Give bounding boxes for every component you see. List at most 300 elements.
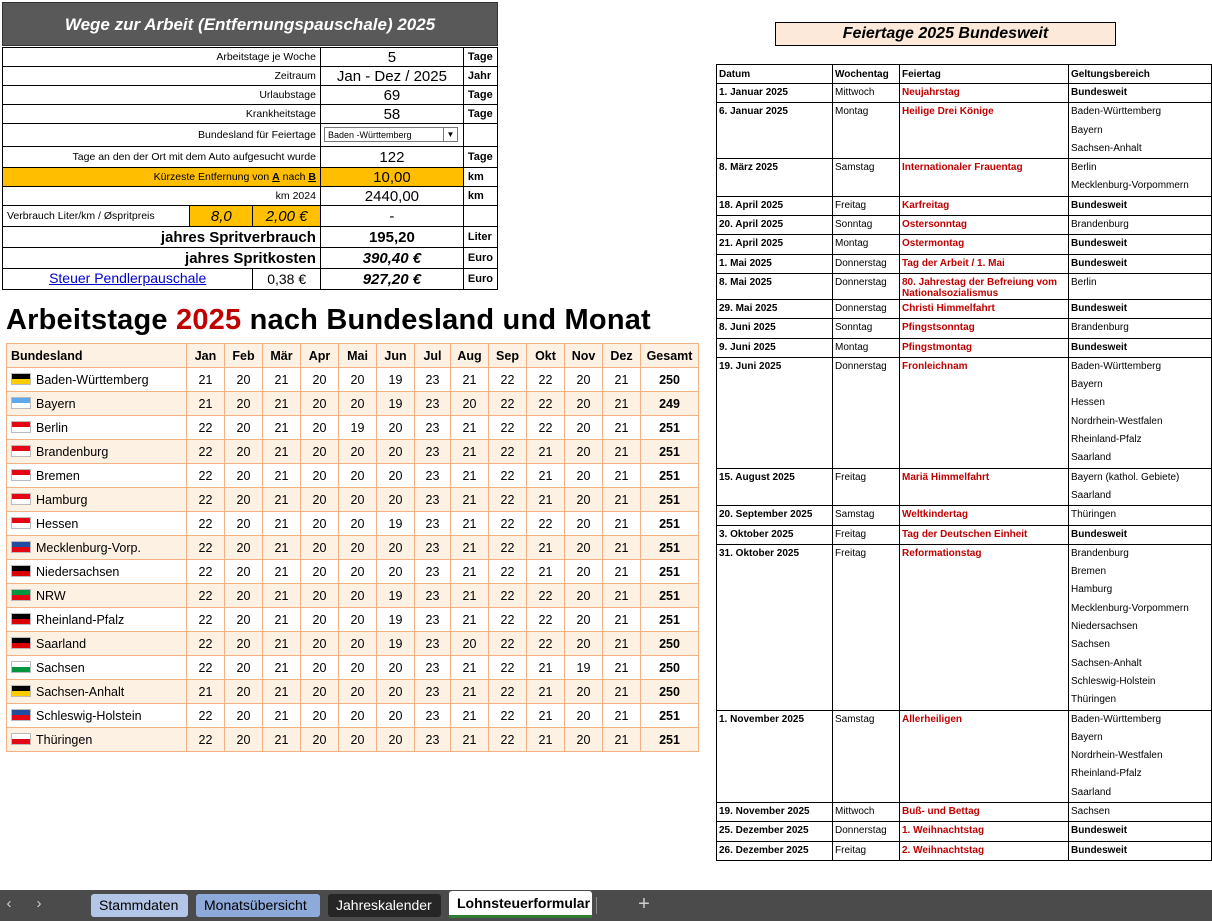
month-cell: 20 <box>339 536 377 560</box>
column-header: Okt <box>527 344 565 368</box>
holiday-row <box>717 338 1212 357</box>
table-row <box>7 584 699 608</box>
month-cell: 22 <box>527 392 565 416</box>
table-row <box>7 704 699 728</box>
month-cell: 21 <box>451 440 489 464</box>
month-cell: 20 <box>565 560 603 584</box>
month-cell: 20 <box>339 440 377 464</box>
tab-separator <box>596 897 597 914</box>
state-cell <box>7 368 187 392</box>
calc-row-bundesland <box>3 124 498 147</box>
month-cell: 20 <box>339 464 377 488</box>
month-cell: 22 <box>187 656 225 680</box>
holiday-scope <box>1069 802 1212 821</box>
fuel-price-input-cell[interactable]: 2,00 € <box>253 206 321 227</box>
month-cell: 20 <box>565 704 603 728</box>
scope-item: Sachsen <box>1071 639 1110 651</box>
holiday-weekday: Sonntag <box>833 216 900 235</box>
holiday-name: Buß- und Bettag <box>900 802 1069 821</box>
month-cell: 23 <box>415 632 451 656</box>
scope-item: Saarland <box>1071 489 1112 501</box>
holiday-scope <box>1069 338 1212 357</box>
holiday-scope <box>1069 319 1212 338</box>
month-cell: 23 <box>415 680 451 704</box>
state-cell <box>7 632 187 656</box>
state-cell <box>7 560 187 584</box>
state-name: Sachsen-Anhalt <box>36 684 125 699</box>
month-cell: 21 <box>451 464 489 488</box>
month-cell: 21 <box>603 632 641 656</box>
chevron-right-icon[interactable]: › <box>36 895 42 912</box>
holiday-scope <box>1069 216 1212 235</box>
holiday-row <box>717 299 1212 318</box>
column-header: Datum <box>717 65 833 84</box>
dropdown-arrow-icon[interactable]: ▼ <box>443 128 457 141</box>
scope-item: Berlin <box>1071 276 1097 288</box>
state-cell <box>7 704 187 728</box>
month-cell: 22 <box>489 536 527 560</box>
table-row <box>7 416 699 440</box>
month-cell: 21 <box>263 536 301 560</box>
calc-label: Zeitraum <box>3 67 321 86</box>
month-cell: 21 <box>603 560 641 584</box>
state-cell <box>7 416 187 440</box>
month-cell: 21 <box>451 512 489 536</box>
tax-value-cell: 927,20 € <box>320 269 463 290</box>
chevron-left-icon[interactable]: ‹ <box>6 895 12 912</box>
calc-label: Tage an den der Ort mit dem Auto aufgesucht wurde <box>3 147 321 168</box>
month-cell: 20 <box>225 488 263 512</box>
month-cell: 21 <box>527 680 565 704</box>
column-header: Jul <box>415 344 451 368</box>
table-row <box>7 680 699 704</box>
scope-item: Schleswig-Holstein <box>1071 675 1156 687</box>
car-days-cell: 122 <box>320 147 463 168</box>
month-cell: 21 <box>451 608 489 632</box>
scope-item: Baden-Württemberg <box>1071 106 1162 118</box>
scope-item: Rheinland-Pfalz <box>1071 768 1142 780</box>
scope-item: Mecklenburg-Vorpommern <box>1071 602 1189 614</box>
calc-label: jahres Spritkosten <box>3 248 321 269</box>
scope-item: Hamburg <box>1071 584 1113 596</box>
holiday-date: 6. Januar 2025 <box>717 103 833 159</box>
holiday-date: 21. April 2025 <box>717 235 833 254</box>
holiday-date: 29. Mai 2025 <box>717 299 833 318</box>
holiday-date: 26. Dezember 2025 <box>717 841 833 860</box>
calc-label: jahres Spritverbrauch <box>3 227 321 248</box>
month-cell: 22 <box>489 632 527 656</box>
month-cell: 20 <box>225 704 263 728</box>
calculator-title: Wege zur Arbeit (Entfernungspauschale) 2025 <box>2 2 498 46</box>
month-cell: 22 <box>489 464 527 488</box>
holiday-weekday: Freitag <box>833 525 900 544</box>
scope-item: Saarland <box>1071 786 1112 798</box>
holiday-weekday: Donnerstag <box>833 822 900 841</box>
total-cell: 250 <box>641 632 699 656</box>
holiday-weekday: Montag <box>833 235 900 254</box>
holiday-name: Karfreitag <box>900 196 1069 215</box>
month-cell: 20 <box>565 368 603 392</box>
holiday-scope <box>1069 103 1212 159</box>
month-cell: 23 <box>415 488 451 512</box>
holiday-row <box>717 254 1212 273</box>
holiday-name: Christi Himmelfahrt <box>900 299 1069 318</box>
state-name: Sachsen <box>36 660 85 675</box>
holiday-weekday: Montag <box>833 103 900 159</box>
holiday-date: 1. November 2025 <box>717 710 833 802</box>
state-flag-icon <box>11 421 31 433</box>
annual-fuel-cell: 195,20 <box>320 227 463 248</box>
holidays-title: Feiertage 2025 Bundesweit <box>775 22 1116 46</box>
calc-unit: Tage <box>463 105 497 124</box>
month-cell: 20 <box>565 632 603 656</box>
holiday-row <box>717 235 1212 254</box>
month-cell: 19 <box>377 584 415 608</box>
holiday-scope <box>1069 710 1212 802</box>
month-cell: 22 <box>489 488 527 512</box>
state-name: Rheinland-Pfalz <box>36 612 125 627</box>
state-flag-icon <box>11 733 31 745</box>
holiday-scope <box>1069 196 1212 215</box>
state-name: Niedersachsen <box>36 564 120 579</box>
holiday-name: Weltkindertag <box>900 506 1069 525</box>
column-header: Mai <box>339 344 377 368</box>
month-cell: 20 <box>301 608 339 632</box>
month-cell: 20 <box>225 392 263 416</box>
month-cell: 20 <box>339 560 377 584</box>
consumption-result-cell: - <box>320 206 463 227</box>
workdays-per-week-cell[interactable]: 5 <box>320 48 463 67</box>
holiday-scope <box>1069 84 1212 103</box>
total-cell: 251 <box>641 536 699 560</box>
holiday-weekday: Freitag <box>833 468 900 506</box>
table-row <box>7 392 699 416</box>
holiday-date: 8. März 2025 <box>717 159 833 197</box>
month-cell: 21 <box>263 464 301 488</box>
month-cell: 20 <box>225 560 263 584</box>
month-cell: 22 <box>187 704 225 728</box>
scope-item: Bundesweit <box>1071 87 1128 98</box>
month-cell: 23 <box>415 560 451 584</box>
state-name: Bremen <box>36 468 80 483</box>
state-cell <box>7 728 187 752</box>
month-cell: 20 <box>451 632 489 656</box>
total-cell: 249 <box>641 392 699 416</box>
month-cell: 21 <box>187 392 225 416</box>
tab-jahreskalender[interactable]: Jahreskalender <box>328 894 441 917</box>
holiday-name: Ostersonntag <box>900 216 1069 235</box>
tab-stammdaten[interactable]: Stammdaten <box>91 894 188 917</box>
month-cell: 21 <box>263 416 301 440</box>
scope-item: Bundesweit <box>1071 257 1128 269</box>
holiday-name: Reformationstag <box>900 544 1069 710</box>
month-cell: 23 <box>415 728 451 752</box>
scope-item: Sachsen <box>1071 805 1110 817</box>
month-cell: 21 <box>527 656 565 680</box>
tab-lohnsteuerformular[interactable]: Lohnsteuerformular <box>449 891 592 918</box>
holiday-date: 15. August 2025 <box>717 468 833 506</box>
month-cell: 21 <box>263 728 301 752</box>
state-cell <box>7 488 187 512</box>
month-cell: 20 <box>301 368 339 392</box>
holidays-header-row <box>717 65 1212 84</box>
holiday-scope <box>1069 235 1212 254</box>
month-cell: 23 <box>415 512 451 536</box>
column-header: Feb <box>225 344 263 368</box>
column-header: Geltungsbereich <box>1069 65 1212 84</box>
month-cell: 21 <box>451 584 489 608</box>
calc-unit: Jahr <box>463 67 497 86</box>
holiday-date: 19. Juni 2025 <box>717 357 833 468</box>
holiday-row <box>717 84 1212 103</box>
month-cell: 20 <box>301 536 339 560</box>
month-cell: 21 <box>603 488 641 512</box>
month-cell: 21 <box>451 488 489 512</box>
total-cell: 250 <box>641 656 699 680</box>
holiday-date: 20. April 2025 <box>717 216 833 235</box>
calc-label: km 2024 <box>3 187 321 206</box>
column-header: Dez <box>603 344 641 368</box>
month-cell: 22 <box>489 584 527 608</box>
state-name: Bayern <box>36 396 76 411</box>
month-cell: 20 <box>565 416 603 440</box>
month-cell: 21 <box>451 368 489 392</box>
table-row <box>7 656 699 680</box>
heading-text-suffix: nach Bundesland und Monat <box>241 304 651 336</box>
table-row <box>7 512 699 536</box>
month-cell: 21 <box>603 512 641 536</box>
annual-cost-cell: 390,40 € <box>320 248 463 269</box>
scope-item: Baden-Württemberg <box>1071 713 1162 725</box>
state-flag-icon <box>11 637 31 649</box>
scope-item: Bundesweit <box>1071 341 1128 353</box>
holiday-date: 19. November 2025 <box>717 802 833 821</box>
holiday-name: 1. Weihnachtstag <box>900 822 1069 841</box>
holiday-row <box>717 103 1212 159</box>
table-row <box>7 728 699 752</box>
heading-year: 2025 <box>176 304 242 336</box>
state-cell <box>7 656 187 680</box>
total-cell: 250 <box>641 680 699 704</box>
total-cell: 251 <box>641 584 699 608</box>
month-cell: 22 <box>187 464 225 488</box>
calc-row-tax <box>3 269 498 290</box>
scope-item: Bundesweit <box>1071 199 1128 211</box>
month-cell: 21 <box>527 728 565 752</box>
add-sheet-icon[interactable]: + <box>638 893 650 915</box>
holiday-name: Pfingstsonntag <box>900 319 1069 338</box>
table-row <box>7 632 699 656</box>
total-cell: 250 <box>641 368 699 392</box>
column-header: Gesamt <box>641 344 699 368</box>
holiday-weekday: Freitag <box>833 196 900 215</box>
scope-item: Nordrhein-Westfalen <box>1071 750 1163 762</box>
holiday-date: 1. Mai 2025 <box>717 254 833 273</box>
month-cell: 20 <box>225 536 263 560</box>
month-cell: 22 <box>489 728 527 752</box>
month-cell: 22 <box>187 440 225 464</box>
bundesland-dropdown[interactable] <box>324 127 458 142</box>
month-cell: 20 <box>225 680 263 704</box>
total-cell: 251 <box>641 608 699 632</box>
month-cell: 23 <box>415 608 451 632</box>
holiday-name: Neujahrstag <box>900 84 1069 103</box>
month-cell: 20 <box>377 536 415 560</box>
state-name: Berlin <box>36 420 68 435</box>
empty-cell <box>463 206 497 227</box>
month-cell: 20 <box>301 680 339 704</box>
total-cell: 251 <box>641 704 699 728</box>
calc-unit: Tage <box>463 48 497 67</box>
pendlerpauschale-link[interactable]: Steuer Pendlerpauschale <box>49 270 207 286</box>
total-cell: 251 <box>641 416 699 440</box>
holiday-scope <box>1069 506 1212 525</box>
scope-item: Saarland <box>1071 452 1112 464</box>
column-header: Bundesland <box>7 344 187 368</box>
state-name: Schleswig-Holstein <box>36 708 142 723</box>
month-cell: 20 <box>301 656 339 680</box>
calc-label: Urlaubstage <box>3 86 321 105</box>
month-cell: 21 <box>263 488 301 512</box>
month-cell: 23 <box>415 440 451 464</box>
month-cell: 23 <box>415 416 451 440</box>
holiday-scope <box>1069 822 1212 841</box>
holiday-date: 20. September 2025 <box>717 506 833 525</box>
calc-unit: Euro <box>463 269 497 290</box>
holiday-name: Tag der Arbeit / 1. Mai <box>900 254 1069 273</box>
holiday-weekday: Mittwoch <box>833 84 900 103</box>
state-flag-icon <box>11 373 31 385</box>
month-cell: 21 <box>527 704 565 728</box>
distance-input-cell[interactable]: 10,00 <box>320 168 463 187</box>
holiday-name: Heilige Drei Könige <box>900 103 1069 159</box>
month-cell: 22 <box>527 416 565 440</box>
holiday-weekday: Donnerstag <box>833 299 900 318</box>
state-flag-icon <box>11 565 31 577</box>
scope-item: Bayern <box>1071 379 1103 391</box>
holiday-scope <box>1069 357 1212 468</box>
table-row <box>7 608 699 632</box>
sick-days-cell[interactable]: 58 <box>320 105 463 124</box>
table-row <box>7 464 699 488</box>
holiday-date: 1. Januar 2025 <box>717 84 833 103</box>
period-cell[interactable]: Jan - Dez / 2025 <box>320 67 463 86</box>
scope-item: Bayern (kathol. Gebiete) <box>1071 471 1180 483</box>
scope-item: Bremen <box>1071 566 1107 578</box>
vacation-days-cell[interactable]: 69 <box>320 86 463 105</box>
table-row <box>7 368 699 392</box>
calc-unit: Tage <box>463 147 497 168</box>
holiday-weekday: Donnerstag <box>833 254 900 273</box>
month-cell: 22 <box>187 632 225 656</box>
km-total-cell: 2440,00 <box>320 187 463 206</box>
state-name: NRW <box>36 588 66 603</box>
month-cell: 20 <box>339 704 377 728</box>
distance-label-mid: nach <box>279 171 309 183</box>
scope-item: Sachsen-Anhalt <box>1071 657 1142 669</box>
month-cell: 20 <box>301 560 339 584</box>
month-cell: 19 <box>339 416 377 440</box>
month-cell: 22 <box>187 488 225 512</box>
month-cell: 20 <box>301 488 339 512</box>
month-cell: 21 <box>527 536 565 560</box>
scope-item: Niedersachsen <box>1071 621 1138 633</box>
holiday-scope <box>1069 159 1212 197</box>
state-flag-icon <box>11 517 31 529</box>
month-cell: 20 <box>339 512 377 536</box>
month-cell: 22 <box>489 680 527 704</box>
empty-cell <box>463 124 497 147</box>
holiday-row <box>717 710 1212 802</box>
total-cell: 251 <box>641 728 699 752</box>
bundesland-selected-value: Baden -Württemberg <box>327 130 412 141</box>
month-cell: 20 <box>301 416 339 440</box>
holiday-row <box>717 506 1212 525</box>
month-cell: 20 <box>377 416 415 440</box>
month-cell: 21 <box>451 536 489 560</box>
total-cell: 251 <box>641 464 699 488</box>
holiday-date: 8. Juni 2025 <box>717 319 833 338</box>
state-flag-icon <box>11 493 31 505</box>
table-row <box>7 440 699 464</box>
holiday-row <box>717 196 1212 215</box>
holiday-scope <box>1069 254 1212 273</box>
scope-item: Baden-Württemberg <box>1071 360 1162 372</box>
holiday-date: 3. Oktober 2025 <box>717 525 833 544</box>
month-cell: 21 <box>603 536 641 560</box>
tab-monatsuebersicht[interactable]: Monatsübersicht <box>196 894 320 917</box>
month-cell: 20 <box>377 488 415 512</box>
state-name: Mecklenburg-Vorp. <box>36 540 141 555</box>
calc-label: Arbeitstage je Woche <box>3 48 321 67</box>
month-cell: 22 <box>489 560 527 584</box>
month-cell: 22 <box>489 512 527 536</box>
scope-item: Mecklenburg-Vorpommern <box>1071 180 1189 192</box>
total-cell: 251 <box>641 512 699 536</box>
month-cell: 20 <box>565 680 603 704</box>
month-cell: 20 <box>301 464 339 488</box>
state-flag-icon <box>11 685 31 697</box>
month-cell: 21 <box>263 608 301 632</box>
month-cell: 22 <box>489 704 527 728</box>
month-cell: 20 <box>225 512 263 536</box>
state-cell <box>7 512 187 536</box>
month-cell: 20 <box>301 728 339 752</box>
column-header: Feiertag <box>900 65 1069 84</box>
holiday-row <box>717 159 1212 197</box>
month-cell: 19 <box>377 512 415 536</box>
distance-label <box>3 168 321 187</box>
calc-label: Verbrauch Liter/km / Øspritpreis <box>3 206 190 227</box>
month-cell: 20 <box>377 704 415 728</box>
month-cell: 22 <box>187 608 225 632</box>
calc-row-days <box>3 147 498 168</box>
month-cell: 22 <box>489 440 527 464</box>
scope-item: Bundesweit <box>1071 528 1128 540</box>
scope-item: Bayern <box>1071 731 1103 743</box>
consumption-input-cell[interactable]: 8,0 <box>190 206 253 227</box>
month-cell: 22 <box>187 584 225 608</box>
month-cell: 21 <box>603 656 641 680</box>
table-row <box>7 560 699 584</box>
calc-row-consumption <box>3 206 498 227</box>
holiday-date: 25. Dezember 2025 <box>717 822 833 841</box>
month-cell: 20 <box>339 728 377 752</box>
month-cell: 22 <box>527 632 565 656</box>
holiday-name: Pfingstmontag <box>900 338 1069 357</box>
holiday-row <box>717 319 1212 338</box>
month-cell: 20 <box>301 440 339 464</box>
